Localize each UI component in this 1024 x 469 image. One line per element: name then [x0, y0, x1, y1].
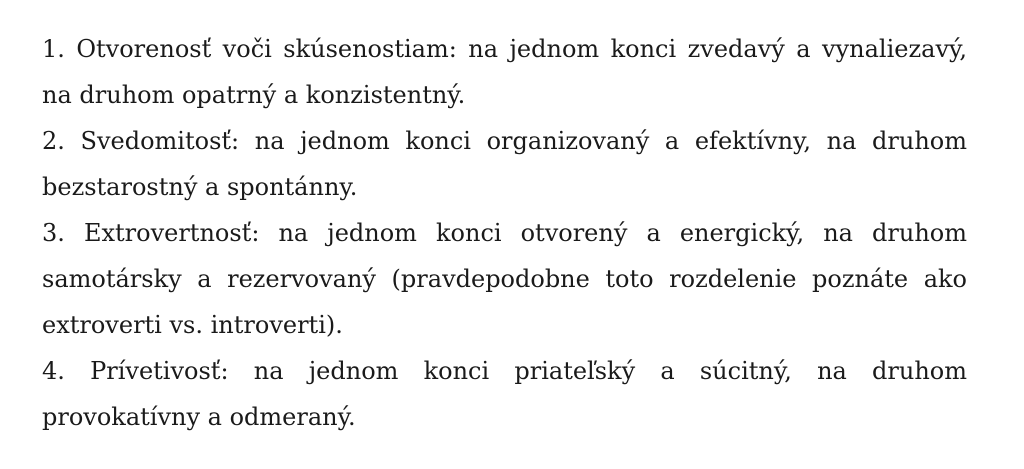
list-item-conscientiousness: 2. Svedomitosť: na jednom konci organizovaný a efektívny, na druhom bezstarostný a spontánny. — [42, 127, 967, 201]
document-body — [42, 26, 967, 440]
list-item-openness: 1. Otvorenosť voči skúsenostiam: na jednom konci zvedavý a vynaliezavý, na druhom opatrný a konzistentný. — [42, 35, 967, 109]
list-item-extraversion: 3. Extrovertnosť: na jednom konci otvorený a energický, na druhom samotársky a rezervovaný (pravdepodobne toto rozdelenie poznáte ako extroverti vs. introverti). — [42, 219, 967, 339]
list-item-agreeableness: 4. Prívetivosť: na jednom konci priateľský a súcitný, na druhom provokatívny a odmeraný. — [42, 357, 967, 431]
